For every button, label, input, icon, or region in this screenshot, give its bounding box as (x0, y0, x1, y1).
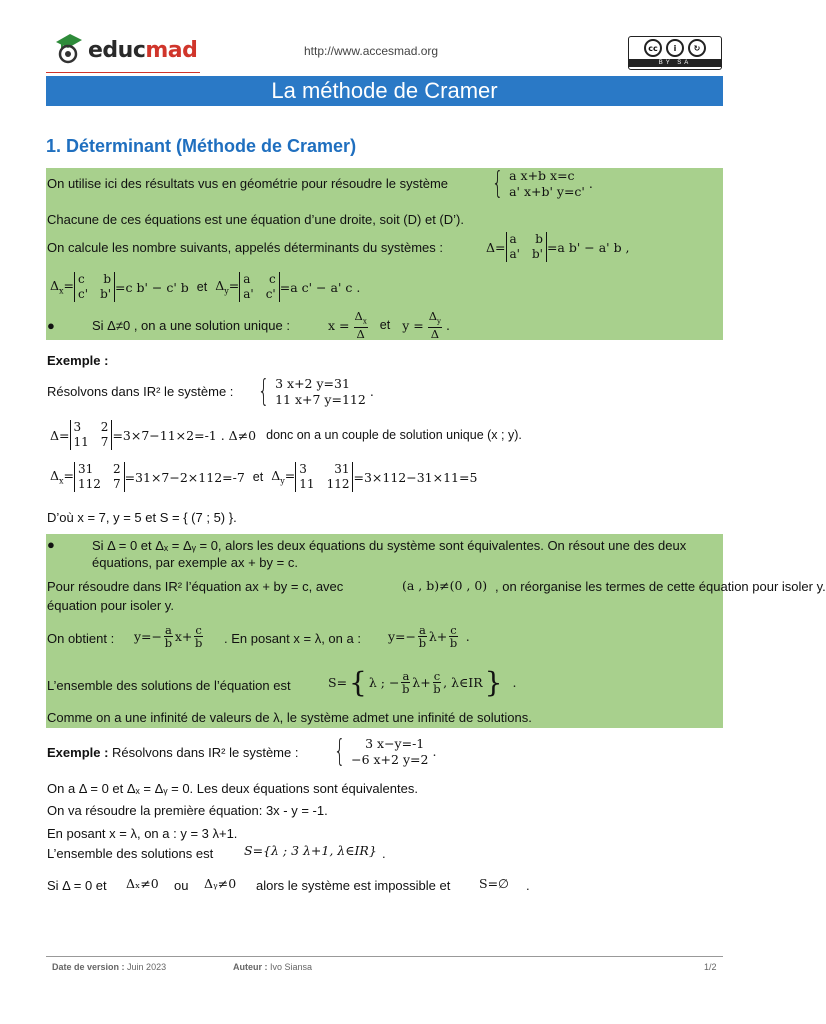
paragraph: On obtient : (47, 631, 115, 646)
paragraph: En posant x = λ, on a : y = 3 λ+1. (47, 826, 238, 841)
cc-license-badge (628, 36, 722, 70)
connector: et (379, 318, 391, 333)
footer-value: Ivo Siansa (270, 962, 313, 972)
dy-result: =3×112−31×11=5 (353, 469, 478, 485)
paragraph: Résolvons dans IR² le système : (112, 745, 299, 760)
paragraph: alors le système est impossible et (256, 878, 451, 893)
footer-author (233, 962, 312, 972)
header-rule (46, 72, 200, 73)
paragraph: L’ensemble des solutions est (47, 846, 214, 861)
paragraph: Si Δ = 0 et (47, 878, 107, 893)
paragraph: Si Δ = 0 et Δₓ = Δᵧ = 0, alors les deux équations du système sont équivalentes. On résout une des deux équations, par exemple ax + by = c. (92, 538, 687, 570)
by-icon: i (666, 39, 684, 57)
delta-result: =a b' − a' b , (546, 239, 630, 255)
paragraph: On va résoudre la première équation: 3x - y = -1. (47, 803, 328, 818)
paragraph: équation pour isoler y. (47, 598, 174, 613)
y-lambda-formula: y=− $\frac{a}{b}$ λ+ $\frac{c}{b}$ . (388, 623, 470, 650)
paragraph: . (526, 878, 530, 893)
paragraph: ou (174, 878, 189, 893)
system-row: 11 x+7 y=112 (275, 392, 366, 407)
bullet-icon: ● (47, 318, 55, 333)
paragraph: Pour résoudre dans IR² l’équation ax + by = c, avec (47, 579, 344, 594)
logo (52, 30, 202, 70)
paragraph: On a Δ = 0 et Δₓ = Δᵧ = 0. Les deux équations sont équivalentes. (47, 781, 418, 796)
math-inline: Δᵧ≠0 (204, 876, 237, 891)
system-row: a x+b x=c (509, 168, 575, 183)
example-label: Exemple : (47, 353, 109, 368)
math-inline: Δₓ≠0 (126, 876, 159, 891)
footer-date (52, 962, 166, 972)
paragraph: Résolvons dans IR² le système : (47, 384, 234, 399)
sa-icon: ↻ (688, 39, 706, 57)
delta-formula: Δ= a a' b b' =a b' − a' b , (486, 232, 630, 261)
cc-icon: cc (644, 39, 662, 57)
math-inline: S=∅ (479, 876, 509, 891)
header-url[interactable]: http://www.accesmad.org (304, 44, 439, 58)
y-formula: y=− $\frac{a}{b}$ x+ $\frac{c}{b}$ (134, 623, 203, 650)
paragraph: Comme on a une infinité de valeurs de λ, le système admet une infinité de solutions. (47, 710, 532, 725)
license-sa: SA (677, 60, 692, 66)
paragraph: Chacune de ces équations est une équation d’une droite, soit (D) et (D’). (47, 212, 464, 227)
paragraph: D’où x = 7, y = 5 et S = { (7 ; 5) }. (47, 510, 237, 525)
paragraph: Si Δ≠0 , on a une solution unique : (92, 318, 290, 333)
paragraph: On calcule les nombre suivants, appelés déterminants du systèmes : (47, 240, 443, 255)
license-by: BY (658, 60, 673, 66)
math-inline: (a , b)≠(0 , 0) (402, 578, 488, 593)
paragraph: On utilise ici des résultats vus en géométrie pour résoudre le système (47, 176, 449, 191)
math-inline: S={λ ; 3 λ+1, λ∈IR} (244, 843, 377, 858)
connector: et (196, 280, 208, 294)
section-heading: 1. Déterminant (Méthode de Cramer) (46, 136, 357, 156)
footer-value: Juin 2023 (127, 962, 167, 972)
logo-text-b: mad (145, 38, 198, 63)
example1-delta: Δ= 3 11 2 7 =3×7−11×2=-1 . Δ≠0 donc on a un couple de solution unique (x ; y). (50, 420, 522, 449)
system-row: 3 x−y=-1 (365, 736, 425, 751)
paragraph: . (382, 846, 386, 861)
example2-intro (47, 745, 298, 760)
system-row: 3 x+2 y=31 (275, 376, 350, 391)
system-3: { 3 x−y=-1 −6 x+2 y=2 . (333, 734, 437, 769)
system-row: −6 x+2 y=2 (351, 752, 429, 767)
cramer-solution: x = $\frac{\Delta_x}{\Delta}$ et y = $\frac{\Delta_y}{\Delta}$ . (328, 309, 450, 342)
paragraph: . En posant x = λ, on a : (224, 631, 361, 646)
paragraph: donc on a un couple de solution unique (x ; y). (266, 428, 522, 442)
dx-formula: $\Delta_x=$ c c' b b' =c b' − c' b et $\Delta_y=$ a a' c c' =a c' − a' c . (50, 272, 361, 301)
system-row: a' x+b' y=c' (509, 184, 585, 199)
footer-rule (46, 956, 723, 957)
example1-dx-dy: $\Delta_x=$ 31 112 2 7 =31×7−2×112=-7 et $\Delta_y=$ 3 11 31 112 =3×112−31×11=5 (50, 462, 478, 491)
footer-label: Auteur : (233, 962, 268, 972)
system-2: { 3 x+2 y=31 11 x+7 y=112 . (257, 374, 374, 409)
system-1: { a x+b x=c a' x+b' y=c' . (491, 166, 593, 201)
solution-set: S= { λ ; − $\frac{a}{b}$ λ+ $\frac{c}{b}$ , λ∈IR } . (328, 666, 517, 699)
example-label: Exemple : (47, 745, 109, 760)
delta-result: =3×7−11×2=-1 . Δ≠0 (112, 427, 257, 443)
footer-label: Date de version : (52, 962, 125, 972)
logo-icon (52, 30, 90, 68)
bullet-icon: ● (47, 537, 55, 552)
dy-result: =a c' − a' c . (279, 279, 361, 295)
page-number: 1/2 (704, 962, 717, 972)
logo-text-a: educ (88, 38, 146, 63)
dx-result: =c b' − c' b (115, 279, 189, 295)
page-title: La méthode de Cramer (46, 76, 723, 106)
paragraph: L’ensemble des solutions de l’équation est (47, 678, 291, 693)
dx-result: =31×7−2×112=-7 (124, 469, 245, 485)
paragraph: , on réorganise les termes de cette équation pour isoler y. (495, 579, 826, 594)
